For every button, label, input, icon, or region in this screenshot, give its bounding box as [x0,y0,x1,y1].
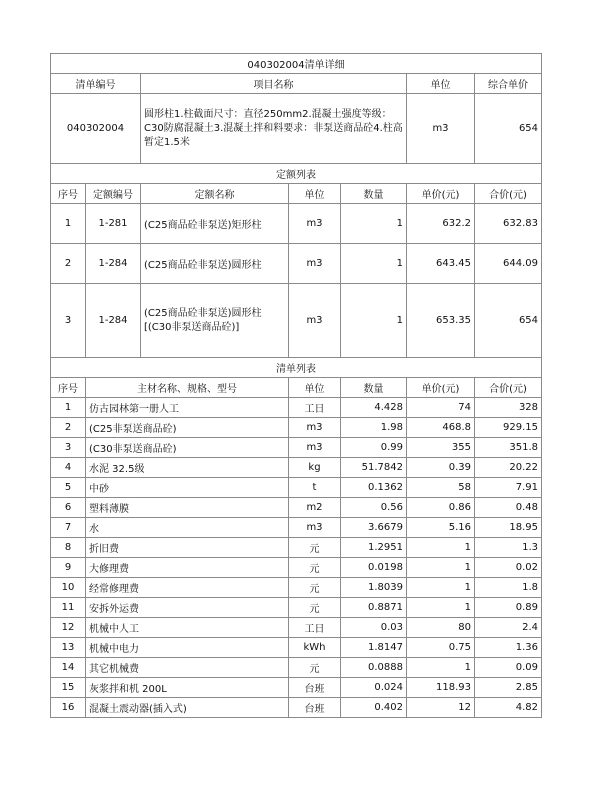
quota-section-title: 定额列表 [51,164,542,184]
quota-seq-header: 序号 [51,184,86,204]
quota-unit: m3 [289,284,341,358]
material-qty: 0.402 [341,698,407,718]
material-seq: 1 [51,398,86,418]
material-price: 80 [407,618,475,638]
material-row [51,578,542,598]
material-row [51,558,542,578]
quota-code: 1-281 [86,204,141,244]
material-total: 0.48 [475,498,542,518]
quota-row [51,244,542,284]
material-unit: 台班 [289,698,341,718]
title-row [51,54,542,74]
material-row [51,518,542,538]
quota-code: 1-284 [86,244,141,284]
material-seq: 11 [51,598,86,618]
material-total: 328 [475,398,542,418]
material-unit: m3 [289,518,341,538]
quota-header-row [51,184,542,204]
material-qty: 1.98 [341,418,407,438]
material-qty: 3.6679 [341,518,407,538]
material-price: 1 [407,558,475,578]
bill-description: 圆形柱1.柱截面尺寸：直径250mm2.混凝土强度等级：C30防腐混凝土3.混凝土拌和料要求：非泵送商品砼4.柱高暂定1.5米 [141,94,407,164]
material-total: 0.02 [475,558,542,578]
material-qty: 0.03 [341,618,407,638]
material-name-header: 主材名称、规格、型号 [86,378,289,398]
material-unit: 元 [289,578,341,598]
bill-code: 040302004 [51,94,141,164]
quota-code: 1-284 [86,284,141,358]
material-name: 塑料薄膜 [86,498,289,518]
material-total: 351.8 [475,438,542,458]
material-seq: 16 [51,698,86,718]
material-price: 0.75 [407,638,475,658]
material-price: 5.16 [407,518,475,538]
quota-seq: 2 [51,244,86,284]
material-section-row [51,358,542,378]
quota-name-header: 定额名称 [141,184,289,204]
material-unit: kg [289,458,341,478]
quota-total: 632.83 [475,204,542,244]
material-total: 1.36 [475,638,542,658]
quota-row [51,204,542,244]
material-total: 0.89 [475,598,542,618]
material-name: 混凝土震动器(插入式) [86,698,289,718]
quota-price-header: 单价(元) [407,184,475,204]
bill-unit: m3 [407,94,475,164]
material-unit: 元 [289,558,341,578]
material-qty: 4.428 [341,398,407,418]
material-total: 2.85 [475,678,542,698]
material-seq: 4 [51,458,86,478]
quota-row [51,284,542,358]
material-seq: 5 [51,478,86,498]
material-qty: 51.7842 [341,458,407,478]
material-name: 机械中电力 [86,638,289,658]
quota-section-row [51,164,542,184]
material-total: 929.15 [475,418,542,438]
bill-detail-table [50,53,542,718]
material-row [51,618,542,638]
material-total: 4.82 [475,698,542,718]
material-total: 20.22 [475,458,542,478]
material-unit: m3 [289,438,341,458]
material-seq: 8 [51,538,86,558]
quota-price: 643.45 [407,244,475,284]
material-total: 1.3 [475,538,542,558]
material-row [51,538,542,558]
material-total: 1.8 [475,578,542,598]
material-total: 2.4 [475,618,542,638]
material-row [51,698,542,718]
quota-price: 632.2 [407,204,475,244]
material-name: (C25非泵送商品砼) [86,418,289,438]
material-price: 1 [407,538,475,558]
quota-seq: 1 [51,204,86,244]
material-unit-header: 单位 [289,378,341,398]
material-name: 经常修理费 [86,578,289,598]
material-unit: 元 [289,538,341,558]
material-row [51,598,542,618]
bill-header-row [51,74,542,94]
quota-unit-header: 单位 [289,184,341,204]
material-row [51,438,542,458]
quota-total-header: 合价(元) [475,184,542,204]
material-header-row [51,378,542,398]
material-unit: m3 [289,418,341,438]
quota-unit: m3 [289,204,341,244]
material-price: 58 [407,478,475,498]
material-qty: 0.024 [341,678,407,698]
quota-qty: 1 [341,244,407,284]
quota-seq: 3 [51,284,86,358]
material-price: 0.39 [407,458,475,478]
material-name: 水泥 32.5级 [86,458,289,478]
quota-total: 654 [475,284,542,358]
material-row [51,398,542,418]
material-unit: 工日 [289,618,341,638]
material-qty: 1.2951 [341,538,407,558]
quota-qty: 1 [341,204,407,244]
quota-qty: 1 [341,284,407,358]
material-qty: 0.0888 [341,658,407,678]
material-unit: kWh [289,638,341,658]
material-seq: 13 [51,638,86,658]
material-section-title: 清单列表 [51,358,542,378]
material-total-header: 合价(元) [475,378,542,398]
quota-name: (C25商品砼非泵送)圆形柱[(C30非泵送商品砼)] [141,284,289,358]
material-unit: 台班 [289,678,341,698]
material-price: 1 [407,578,475,598]
material-seq: 3 [51,438,86,458]
bill-row [51,94,542,164]
material-unit: m2 [289,498,341,518]
material-name: 灰浆拌和机 200L [86,678,289,698]
material-unit: t [289,478,341,498]
material-row [51,478,542,498]
material-seq: 7 [51,518,86,538]
material-row [51,418,542,438]
quota-code-header: 定额编号 [86,184,141,204]
material-unit: 元 [289,598,341,618]
material-seq: 15 [51,678,86,698]
material-name: 大修理费 [86,558,289,578]
material-name: 其它机械费 [86,658,289,678]
material-name: (C30非泵送商品砼) [86,438,289,458]
material-qty: 0.8871 [341,598,407,618]
bill-code-header: 清单编号 [51,74,141,94]
material-qty: 0.1362 [341,478,407,498]
material-price: 74 [407,398,475,418]
material-name: 机械中人工 [86,618,289,638]
material-unit: 工日 [289,398,341,418]
material-price: 355 [407,438,475,458]
bill-unit-header: 单位 [407,74,475,94]
quota-total: 644.09 [475,244,542,284]
material-unit: 元 [289,658,341,678]
material-total: 7.91 [475,478,542,498]
quota-name: (C25商品砼非泵送)矩形柱 [141,204,289,244]
table-title: 040302004清单详细 [51,54,542,74]
material-seq-header: 序号 [51,378,86,398]
material-price: 12 [407,698,475,718]
material-seq: 2 [51,418,86,438]
material-price: 1 [407,658,475,678]
material-row [51,498,542,518]
bill-price-header: 综合单价 [475,74,542,94]
material-seq: 6 [51,498,86,518]
material-name: 折旧费 [86,538,289,558]
quota-qty-header: 数量 [341,184,407,204]
quota-price: 653.35 [407,284,475,358]
material-row [51,458,542,478]
material-qty: 1.8147 [341,638,407,658]
material-price: 468.8 [407,418,475,438]
material-price: 118.93 [407,678,475,698]
material-qty: 0.0198 [341,558,407,578]
material-name: 中砂 [86,478,289,498]
material-qty: 0.99 [341,438,407,458]
bill-name-header: 项目名称 [141,74,407,94]
material-row [51,658,542,678]
material-seq: 12 [51,618,86,638]
material-name: 安拆外运费 [86,598,289,618]
material-seq: 9 [51,558,86,578]
material-row [51,678,542,698]
material-name: 仿古园林第一册人工 [86,398,289,418]
material-qty: 1.8039 [341,578,407,598]
quota-unit: m3 [289,244,341,284]
material-total: 0.09 [475,658,542,678]
quota-name: (C25商品砼非泵送)圆形柱 [141,244,289,284]
material-row [51,638,542,658]
material-price: 1 [407,598,475,618]
material-price: 0.86 [407,498,475,518]
material-qty: 0.56 [341,498,407,518]
material-total: 18.95 [475,518,542,538]
material-name: 水 [86,518,289,538]
bill-price: 654 [475,94,542,164]
material-seq: 10 [51,578,86,598]
material-seq: 14 [51,658,86,678]
material-qty-header: 数量 [341,378,407,398]
material-price-header: 单价(元) [407,378,475,398]
